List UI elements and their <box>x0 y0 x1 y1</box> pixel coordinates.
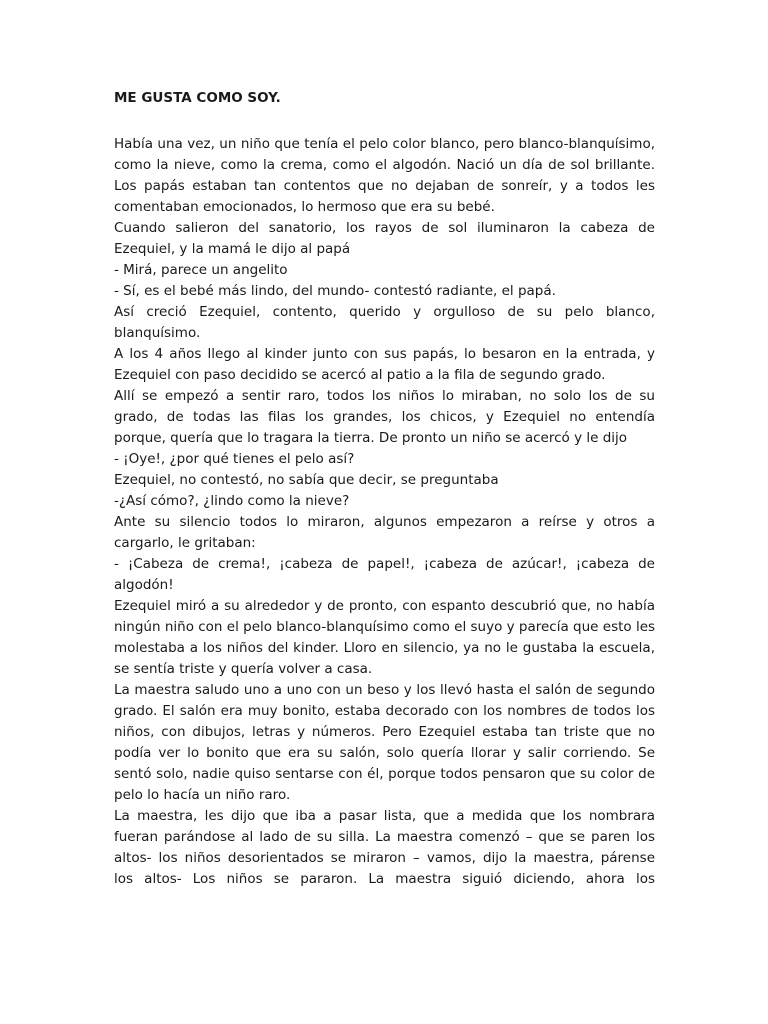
text-line: podía ver lo bonito que era su salón, solo quería llorar y salir corriendo. Se <box>114 745 655 761</box>
text-line: La maestra, les dijo que iba a pasar lista, que a medida que los nombrara <box>114 808 655 824</box>
text-line: altos- los niños desorientados se miraron – vamos, dijo la maestra, párense <box>114 850 655 866</box>
text-line: algodón! <box>114 577 174 593</box>
text-line: Cuando salieron del sanatorio, los rayos de sol iluminaron la cabeza de <box>114 220 655 236</box>
text-line: La maestra saludo uno a uno con un beso y los llevó hasta el salón de segundo <box>114 682 655 698</box>
text-line: cargarlo, le gritaban: <box>114 535 256 551</box>
text-line: Ante su silencio todos lo miraron, algunos empezaron a reírse y otros a <box>114 514 655 530</box>
text-line: grado, de todas las filas los grandes, los chicos, y Ezequiel no entendía <box>114 409 655 425</box>
text-line: Ezequiel, y la mamá le dijo al papá <box>114 241 351 257</box>
text-line: Ezequiel, no contestó, no sabía que decir, se preguntaba <box>114 472 499 488</box>
text-line: Ezequiel con paso decidido se acercó al patio a la fila de segundo grado. <box>114 367 606 383</box>
text-line: Los papás estaban tan contentos que no dejaban de sonreír, y a todos les <box>114 178 655 194</box>
text-line: ningún niño con el pelo blanco-blanquísimo como el suyo y parecía que esto les <box>114 619 656 635</box>
text-line: Así creció Ezequiel, contento, querido y orgulloso de su pelo blanco, <box>114 304 655 320</box>
document-title: ME GUSTA COMO SOY. <box>114 90 281 106</box>
text-line: como la nieve, como la crema, como el algodón. Nació un día de sol brillante. <box>114 157 655 173</box>
text-line: molestaba a los niños del kinder. Lloro en silencio, ya no le gustaba la escuela, <box>114 640 655 656</box>
text-line: se sentía triste y quería volver a casa. <box>114 661 373 677</box>
text-line: pelo lo hacía un niño raro. <box>114 787 291 803</box>
text-line: A los 4 años llego al kinder junto con sus papás, lo besaron en la entrada, y <box>114 346 655 362</box>
text-line: blanquísimo. <box>114 325 201 341</box>
text-line: niños, con dibujos, letras y números. Pero Ezequiel estaba tan triste que no <box>114 724 655 740</box>
document-body <box>114 134 655 890</box>
text-line: porque, quería que lo tragara la tierra. De pronto un niño se acercó y le dijo <box>114 430 628 446</box>
text-line: sentó solo, nadie quiso sentarse con él, porque todos pensaron que su color de <box>114 766 655 782</box>
text-line: Había una vez, un niño que tenía el pelo color blanco, pero blanco-blanquísimo, <box>114 136 655 152</box>
text-line: - Mirá, parece un angelito <box>114 262 288 278</box>
text-line: -¿Así cómo?, ¿lindo como la nieve? <box>114 493 350 509</box>
text-line: grado. El salón era muy bonito, estaba decorado con los nombres de todos los <box>114 703 655 719</box>
text-line: - ¡Oye!, ¿por qué tienes el pelo así? <box>114 451 355 467</box>
text-line: Allí se empezó a sentir raro, todos los niños lo miraban, no solo los de su <box>114 388 655 404</box>
text-line: comentaban emocionados, lo hermoso que era su bebé. <box>114 199 495 215</box>
text-line: - Sí, es el bebé más lindo, del mundo- contestó radiante, el papá. <box>114 283 556 299</box>
text-line: - ¡Cabeza de crema!, ¡cabeza de papel!, ¡cabeza de azúcar!, ¡cabeza de <box>114 556 655 572</box>
text-line: los altos- Los niños se pararon. La maestra siguió diciendo, ahora los <box>114 871 655 887</box>
text-line: fueran parándose al lado de su silla. La maestra comenzó – que se paren los <box>114 829 655 845</box>
text-line: Ezequiel miró a su alrededor y de pronto, con espanto descubrió que, no había <box>114 598 655 614</box>
